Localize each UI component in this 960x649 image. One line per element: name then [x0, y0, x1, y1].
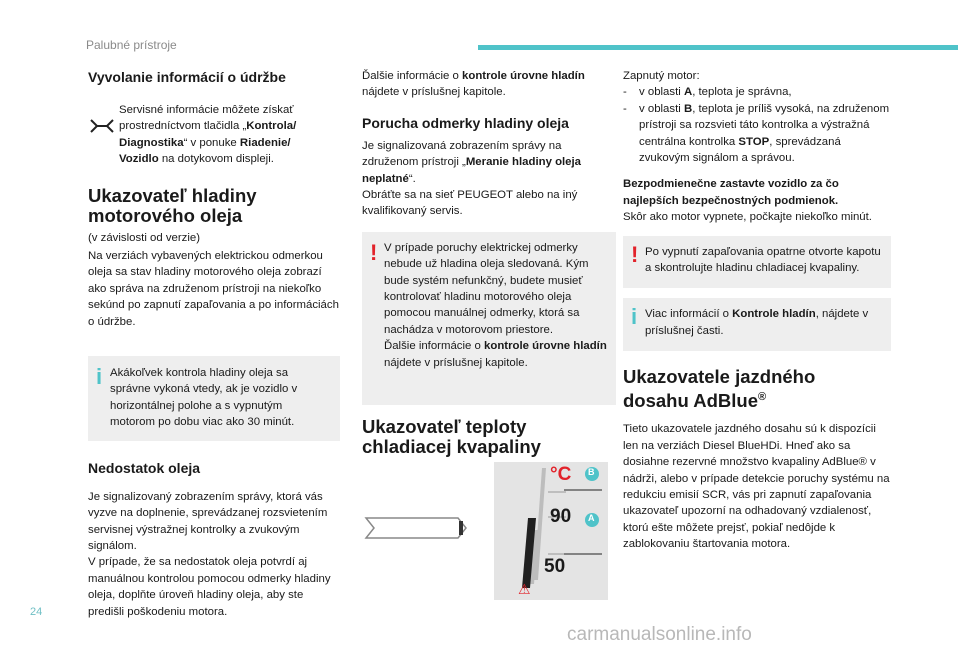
column-3: [623, 66, 891, 553]
gauge-value-90: 90: [550, 506, 572, 527]
header-rule: [478, 45, 958, 50]
wrench-icon: [88, 116, 120, 168]
coolant-warning-text: Po vypnutí zapaľovania opatrne otvorte kapotu a skontrolujte hladinu chladiacej kvapaliny.: [645, 245, 881, 275]
dipstick-fault-text-2: Obráťte sa na sieť PEUGEOT alebo na iný kvalifikovaný servis.: [362, 189, 578, 218]
gauge-unit: °C: [550, 464, 572, 485]
chapter-label: Palubné prístroje: [86, 38, 177, 52]
oil-level-text: Na verziách vybavených elektrickou odmerkou oleja sa stav hladiny motorového oleja zobrazí ako správa na združenom prístroji na niekoľko sekúnd po zapnutí zapaľovania a po informáciách o údržbe.: [88, 250, 339, 328]
svg-text:⚠: ⚠: [518, 581, 531, 597]
coolant-warning-box: [623, 236, 891, 289]
dipstick-fault-title: Porucha odmerky hladiny oleja: [362, 114, 569, 131]
instrument-cluster-icon: [362, 512, 472, 542]
oil-level-title: Ukazovateľ hladiny motorového oleja: [88, 184, 257, 226]
warning-icon: !: [370, 239, 378, 265]
gauge-panel: [494, 462, 608, 600]
maintenance-title: Vyvolanie informácií o údržbe: [88, 69, 286, 85]
warning-icon: !: [631, 241, 639, 267]
lack-of-oil-title: Nedostatok oleja: [88, 459, 201, 476]
oil-level-subtitle: (v závislosti od verzie): [88, 231, 201, 244]
adblue-text: Tieto ukazovatele jazdného dosahu sú k dispozícii len na verziách Diesel BlueHDi. Hneď ako sa dosiahne rezervné množstvo kvapaliny AdBlue® v nádrži, alebo v prípade detekcie poruchy systému na redukciu emisií SCR, vás pri zapnutí zapaľovania ukazovateľ upozorní na odhadovaný vzdialenosť, ktorú ešte môžete prejsť, pokiaľ nedôjde k zablokovaniu štartovania motora.: [623, 423, 890, 551]
zone-a-label: A: [588, 513, 595, 523]
oil-info-text: Akákoľvek kontrola hladiny oleja sa správne vykoná vtedy, ak je vozidlo v horizontálnej polohe a s vypnutým motorom po dobu viac ako 30 minút.: [110, 367, 298, 429]
column-1: [88, 66, 340, 620]
maintenance-block: [88, 102, 340, 168]
dipstick-warning-box: [362, 232, 616, 405]
more-info-text: Ďalšie informácie o kontrole úrovne hladín nájdete v príslušnej kapitole.: [362, 70, 585, 99]
adblue-title: Ukazovatele jazdného dosahu AdBlue®: [623, 366, 816, 412]
dipstick-warning-more: Ďalšie informácie o kontrole úrovne hladín nájdete v príslušnej kapitole.: [384, 340, 607, 369]
maintenance-text: Servisné informácie môžete získať prostredníctvom tlačidla „Kontrola/ Diagnostika“ v ponuke Riadenie/ Vozidlo na dotykovom displeji.: [119, 104, 297, 166]
lack-of-oil-text-2: V prípade, že sa nedostatok oleja potvrdí aj manuálnou kontrolou pomocou odmerky hladiny oleja, doplňte úroveň hladiny oleja, aby ste predišli poškodeniu motora.: [88, 556, 331, 618]
coolant-info-box: [623, 298, 891, 351]
column-2: [362, 66, 616, 457]
dipstick-warning-text: V prípade poruchy elektrickej odmerky nebude už hladina oleja sledovaná. Kým bude systém nefunkčný, budete musieť kontrolovať hladinu motorového oleja pomocou manuálnej odmerky, ktorá sa nachádza v motorovom priestore.: [384, 241, 589, 336]
lack-of-oil-text: Je signalizovaný zobrazením správy, ktorá vás vyzve na doplnenie, sprevádzanej rozsvietením servisnej výstražnej kontrolky a zvukovým signálom.: [88, 490, 328, 552]
coolant-info-text: Viac informácií o Kontrole hladín, nájdete v príslušnej časti.: [645, 308, 869, 337]
coolant-title: Ukazovateľ teploty chladiacej kvapaliny: [362, 416, 541, 458]
watermark: carmanualsonline.info: [567, 624, 752, 645]
engine-on-label: Zapnutý motor:: [623, 70, 700, 82]
stop-instruction: Bezpodmienečne zastavte vozidlo za čo najlepších bezpečnostných podmienok.: [623, 178, 839, 207]
dipstick-fault-text: Je signalizovaná zobrazením správy na združenom prístroji „Meranie hladiny oleja neplatné“.: [362, 139, 582, 185]
oil-info-box: [88, 356, 340, 441]
zone-a-item: - v oblasti A, teplota je správna,: [623, 86, 792, 99]
stop-instruction-text: Skôr ako motor vypnete, počkajte niekoľko minút.: [623, 211, 872, 224]
zone-b-label: B: [588, 467, 595, 477]
zone-b-item: - v oblasti B, teplota je príliš vysoká, na združenom prístroji sa rozsvieti táto kontrolka a výstražná centrálna kontrolka STOP, sprevádzaná zvukovým signálom a správou.: [623, 102, 890, 165]
info-icon: i: [96, 364, 103, 390]
page-number: 24: [30, 606, 43, 618]
gauge-value-50: 50: [544, 556, 566, 577]
info-icon: i: [631, 304, 638, 330]
